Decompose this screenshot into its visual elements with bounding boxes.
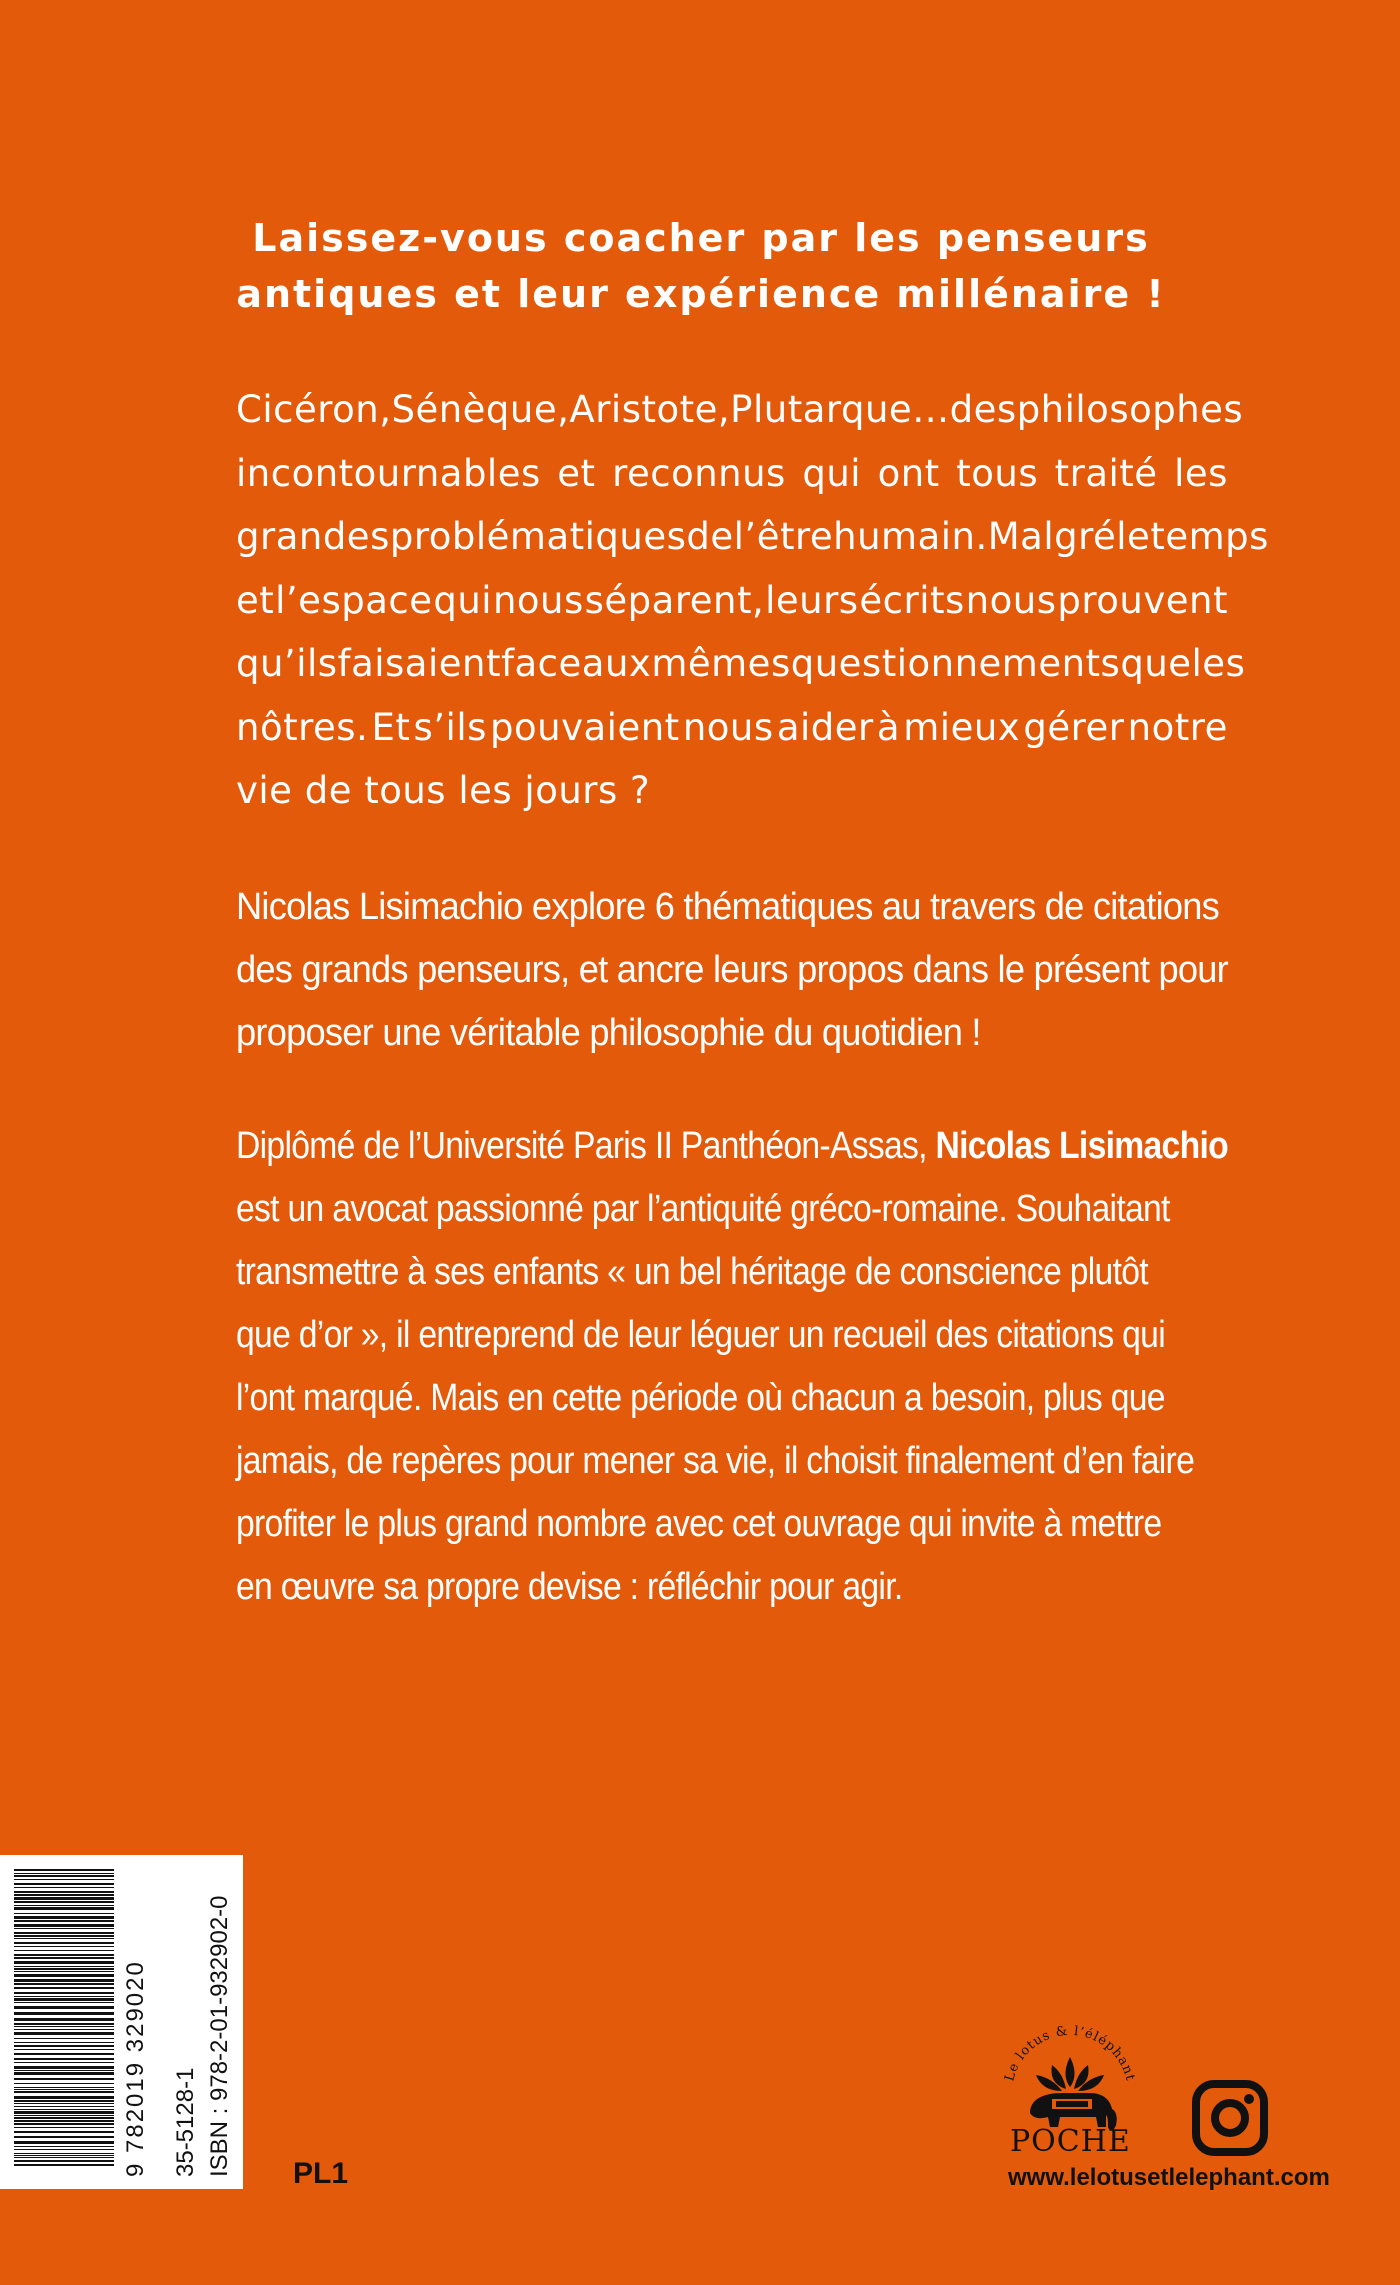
barcode-bar <box>14 1974 114 1977</box>
word: l’être <box>733 515 834 558</box>
word: Cicéron, <box>236 388 392 431</box>
barcode-bar <box>14 1932 114 1934</box>
barcode-bar <box>14 2083 114 2084</box>
description-line <box>236 442 1228 506</box>
barcode-bar <box>14 1942 114 1944</box>
barcode-bar <box>14 1913 114 1914</box>
barcode-bar <box>14 2049 114 2050</box>
barcode-bar <box>14 1924 114 1927</box>
word: les <box>1174 451 1228 495</box>
barcode-bar <box>14 1916 114 1919</box>
barcode-bar <box>14 2072 114 2075</box>
barcode-bar <box>14 2155 114 2156</box>
word: séparent, <box>584 578 765 622</box>
author-bio-line: profiter le plus grand nombre avec cet ouvrage qui invite à mettre <box>236 1503 1162 1545</box>
barcode-bar <box>14 2029 114 2030</box>
author-bio-paragraph <box>236 1115 1228 1619</box>
description-line <box>236 632 1246 696</box>
barcode-bar <box>14 2109 114 2110</box>
word: écrits <box>859 578 965 622</box>
barcode-bar <box>14 1901 114 1903</box>
lotus-icon <box>1036 2057 1104 2091</box>
barcode-bar <box>14 2146 114 2147</box>
barcode-bar <box>14 1971 114 1972</box>
barcode-image <box>14 1869 114 2169</box>
themes-paragraph <box>236 876 1228 1065</box>
word: nous <box>965 578 1057 622</box>
word: face <box>500 642 582 685</box>
word: l’espace <box>275 578 433 622</box>
barcode-bar <box>14 2136 114 2138</box>
headline-line-2: antiques et leur expérience millénaire ! <box>236 272 1166 316</box>
instagram-icon[interactable] <box>1190 2078 1270 2158</box>
word: Aristote, <box>569 388 731 431</box>
word: des <box>949 388 1017 431</box>
barcode-bar <box>14 2123 114 2125</box>
barcode-bar <box>14 2038 114 2039</box>
word: qu’ils <box>236 642 338 685</box>
word: mieux <box>903 705 1021 749</box>
barcode-digits: 9 782019 329020 <box>122 1960 149 2177</box>
word: mêmes <box>651 642 791 685</box>
internal-code: 35-5128-1 <box>172 2067 199 2177</box>
barcode-bar <box>14 1957 114 1959</box>
word: problématiques <box>389 515 687 558</box>
author-bio-line: l’ont marqué. Mais en cette période où chacun a besoin, plus que <box>236 1377 1165 1419</box>
barcode-bar <box>14 2087 114 2088</box>
barcode-bar <box>14 1897 114 1900</box>
word: s’ils <box>413 705 487 749</box>
word: prouvent <box>1057 578 1228 622</box>
word: de <box>686 515 734 558</box>
barcode-bar <box>14 2058 114 2060</box>
barcode-bar <box>14 1887 114 1888</box>
barcode-bar <box>14 2141 114 2144</box>
barcode-bar <box>14 2089 114 2090</box>
barcode-bar <box>14 2032 114 2035</box>
barcode-bar <box>14 1946 114 1947</box>
themes-line: proposer une véritable philosophie du quotidien ! <box>236 1012 981 1054</box>
barcode-bar <box>14 1905 114 1906</box>
publisher-website[interactable]: www.lelotusetlelephant.com <box>1008 2164 1330 2191</box>
barcode-bar <box>14 2066 114 2069</box>
barcode-bar <box>14 2045 114 2047</box>
author-bio-line: en œuvre sa propre devise : réfléchir pour agir. <box>236 1566 903 1608</box>
publisher-collection: POCHE <box>1010 2124 1131 2159</box>
word: le <box>1116 515 1151 558</box>
barcode-bar <box>14 1954 114 1956</box>
word: que <box>1120 642 1192 685</box>
barcode-bar <box>14 1950 114 1951</box>
barcode-bar <box>14 2053 114 2055</box>
word: notre <box>1127 705 1228 749</box>
barcode-bar <box>14 2160 114 2162</box>
word: temps <box>1150 515 1269 558</box>
barcode-bar <box>14 1873 114 1874</box>
word: qui <box>802 451 862 495</box>
word: Malgré <box>987 515 1117 558</box>
headline-line-1: Laissez-vous coacher par les penseurs <box>252 216 1150 260</box>
barcode-bar <box>14 1879 114 1880</box>
word: philosophes <box>1016 388 1244 431</box>
barcode-bar <box>14 1883 114 1885</box>
word: nôtres. <box>236 705 369 749</box>
barcode-bar <box>14 2070 114 2071</box>
word: aider <box>776 705 874 749</box>
barcode-bar <box>14 2100 114 2102</box>
word: ont <box>877 451 940 495</box>
word: nous <box>492 578 584 622</box>
author-bio-line: jamais, de repères pour mener sa vie, il choisit finalement d’en faire <box>236 1440 1195 1482</box>
barcode-bar <box>14 2002 114 2003</box>
barcode-bar <box>14 1996 114 1997</box>
headline <box>236 210 1166 322</box>
author-name: Nicolas Lisimachio <box>935 1125 1228 1167</box>
barcode-bar <box>14 2096 114 2099</box>
word: et <box>236 578 275 622</box>
barcode-bar <box>14 1875 114 1877</box>
barcode-bar <box>14 1928 114 1929</box>
barcode-bar <box>14 1966 114 1967</box>
word: vie de tous les jours ? <box>236 769 651 812</box>
barcode-bar <box>14 1979 114 1982</box>
barcode-bar <box>14 2157 114 2158</box>
description-line <box>236 696 1228 760</box>
barcode-bar <box>14 1935 114 1937</box>
barcode-bar <box>14 2120 114 2122</box>
word: qui <box>433 578 493 622</box>
isbn: ISBN : 978-2-01-932902-0 <box>206 1895 233 2177</box>
description-line <box>236 378 1244 442</box>
barcode-bar <box>14 2117 114 2119</box>
author-bio-line: est un avocat passionné par l’antiquité gréco-romaine. Souhaitant <box>236 1188 1170 1230</box>
word: tous <box>956 451 1039 495</box>
description-paragraph <box>236 378 1269 823</box>
series-code: PL1 <box>293 2157 349 2190</box>
barcode-bar <box>14 2111 114 2114</box>
word: Plutarque… <box>730 388 950 431</box>
barcode-bar <box>14 2153 114 2154</box>
themes-line: des grands penseurs, et ancre leurs propos dans le présent pour <box>236 949 1228 991</box>
word: les <box>1191 642 1246 685</box>
word: humain. <box>833 515 988 558</box>
word: questionnements <box>790 642 1121 685</box>
author-bio-line <box>236 1115 1228 1178</box>
barcode-bar <box>14 1907 114 1910</box>
barcode-bar <box>14 2131 114 2133</box>
word: traité <box>1054 451 1158 495</box>
author-bio-line: transmettre à ses enfants « un bel héritage de conscience plutôt <box>236 1251 1148 1293</box>
barcode-bar <box>14 2149 114 2150</box>
barcode-bar <box>14 1938 114 1939</box>
word: à <box>876 705 901 749</box>
word: gérer <box>1023 705 1125 749</box>
word: Sénèque, <box>391 388 570 431</box>
word: aux <box>581 642 652 685</box>
word: leurs <box>765 578 859 622</box>
barcode-bar <box>14 1891 114 1893</box>
barcode-bar <box>14 2012 114 2015</box>
author-bio-prefix: Diplômé de l’Université Paris II Panthéon-Assas, <box>236 1125 936 1167</box>
barcode-bar <box>14 1968 114 1970</box>
barcode-bar <box>14 2106 114 2107</box>
barcode-bar <box>14 1987 114 1989</box>
barcode-bar <box>14 2042 114 2043</box>
barcode-bar <box>14 2127 114 2128</box>
description-line <box>236 505 1269 569</box>
description-line <box>236 569 1228 633</box>
barcode-bar <box>14 2023 114 2025</box>
themes-line: Nicolas Lisimachio explore 6 thématiques au travers de citations <box>236 886 1220 928</box>
barcode-bar <box>14 2062 114 2063</box>
barcode-bar <box>14 2018 114 2021</box>
barcode-bar <box>14 2164 114 2166</box>
word: incontournables <box>236 451 541 495</box>
barcode-bar <box>14 1983 114 1985</box>
barcode-bar <box>14 1869 114 1871</box>
barcode-bar <box>14 1998 114 2001</box>
word: grandes <box>236 515 390 558</box>
word: faisaient <box>337 642 501 685</box>
barcode-bar <box>14 1920 114 1922</box>
word: nous <box>682 705 774 749</box>
barcode-bar <box>14 2026 114 2027</box>
author-bio-line: que d’or », il entreprend de leur léguer un recueil des citations qui <box>236 1314 1165 1356</box>
barcode-bar <box>14 2078 114 2080</box>
barcode-bar <box>14 2006 114 2009</box>
barcode-bar <box>14 2115 114 2116</box>
barcode-panel <box>0 1855 243 2189</box>
word: Et <box>371 705 411 749</box>
word: et <box>557 451 596 495</box>
barcode-bar <box>14 1894 114 1896</box>
publisher-name-arc: Le lotus & l’éléphant <box>1002 2023 1138 2083</box>
word: pouvaient <box>490 705 680 749</box>
barcode-bar <box>14 2091 114 2093</box>
word: reconnus <box>612 451 786 495</box>
barcode-bar <box>14 1992 114 1994</box>
barcode-bar <box>14 2103 114 2104</box>
barcode-bar <box>14 1961 114 1964</box>
description-line <box>236 759 1228 823</box>
